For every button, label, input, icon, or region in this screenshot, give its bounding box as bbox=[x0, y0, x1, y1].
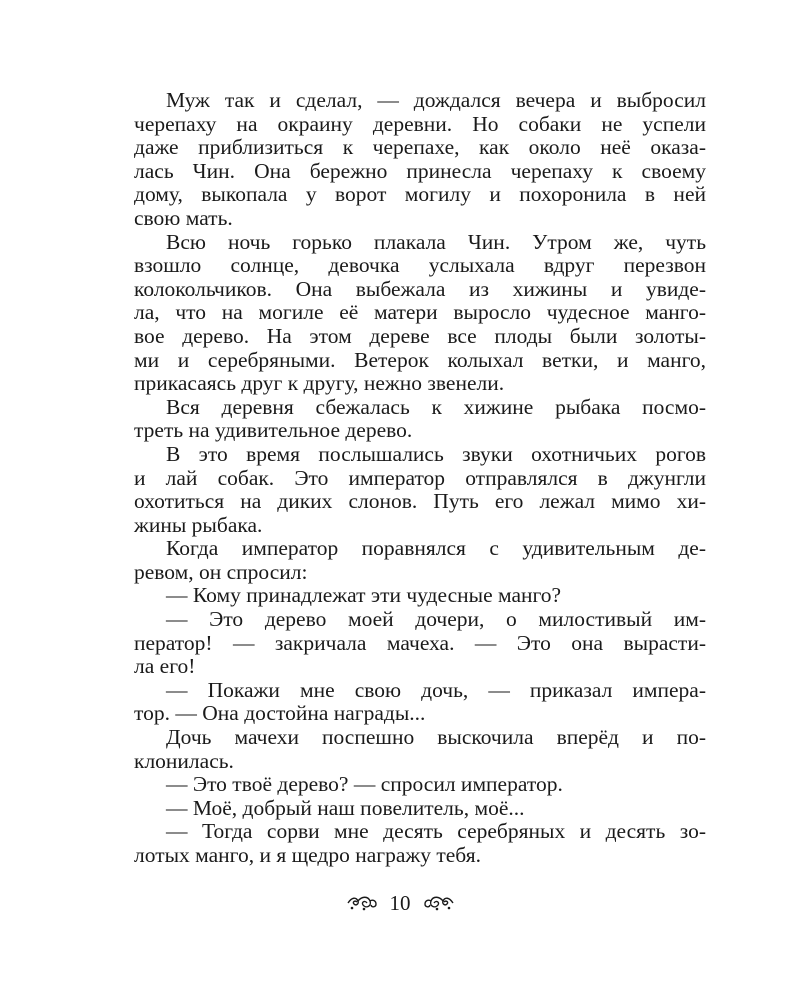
text-line: — Кому принадлежат эти чудесные манго? bbox=[166, 583, 562, 608]
floral-ornament-icon bbox=[423, 893, 455, 913]
text-line: — Покажи мне свою дочь, — приказал импера- bbox=[166, 677, 706, 702]
page-number: 10 bbox=[389, 891, 411, 915]
text-line: ла, что на могиле её матери выросло чудесное манго- bbox=[134, 300, 706, 325]
text-line: Муж так и сделал, — дождался вечера и выбросил bbox=[166, 88, 706, 112]
text-line: — Это дерево моей дочери, о милостивый им- bbox=[166, 607, 706, 632]
page-footer bbox=[0, 888, 800, 918]
text-line: лотых манго, и я щедро награжу тебя. bbox=[134, 843, 481, 867]
text-line: жины рыбака. bbox=[134, 512, 263, 537]
text-line: колокольчиков. Она выбежала из хижины и увиде- bbox=[134, 276, 706, 301]
text-line: клонилась. bbox=[134, 748, 234, 773]
text-line: Дочь мачехи поспешно выскочила вперёд и по- bbox=[166, 725, 706, 750]
text-line: Когда император поравнялся с удивительным де- bbox=[166, 536, 706, 561]
text-line: свою мать. bbox=[134, 205, 233, 230]
text-line: ми и серебряными. Ветерок колыхал ветки, и манго, bbox=[134, 347, 706, 372]
body-text bbox=[134, 89, 706, 868]
text-line: лась Чин. Она бережно принесла черепаху к своему bbox=[134, 158, 706, 183]
text-line: вое дерево. На этом дереве все плоды были золоты- bbox=[134, 323, 706, 348]
text-line: и лай собак. Это император отправлялся в джунгли bbox=[134, 465, 706, 490]
text-line: треть на удивительное дерево. bbox=[134, 418, 413, 443]
text-line: черепаху на окраину деревни. Но собаки не успели bbox=[134, 111, 706, 136]
text-line: охотиться на диких слонов. Путь его лежал мимо хи- bbox=[134, 489, 706, 514]
text-line: даже приблизиться к черепахе, как около неё оказа- bbox=[134, 135, 706, 160]
floral-ornament-icon bbox=[346, 893, 378, 913]
text-line: дому, выкопала у ворот могилу и похоронила в ней bbox=[134, 182, 706, 207]
text-line: — Тогда сорви мне десять серебряных и десять зо- bbox=[166, 819, 706, 844]
text-line: Вся деревня сбежалась к хижине рыбака посмо- bbox=[166, 394, 706, 419]
text-line: прикасаясь друг к другу, нежно звенели. bbox=[134, 371, 505, 396]
text-line: ператор! — закричала мачеха. — Это она вырасти- bbox=[134, 630, 706, 655]
text-line: взошло солнце, девочка услыхала вдруг перезвон bbox=[134, 253, 706, 278]
text-line: тор. — Она достойна награды... bbox=[134, 701, 426, 726]
text-line: В это время послышались звуки охотничьих рогов bbox=[166, 441, 706, 466]
text-line: — Это твоё дерево? — спросил император. bbox=[166, 772, 563, 797]
text-line: ла его! bbox=[134, 654, 196, 679]
text-line: Всю ночь горько плакала Чин. Утром же, чуть bbox=[166, 229, 706, 254]
text-line: ревом, он спросил: bbox=[134, 559, 308, 584]
text-line: — Моё, добрый наш повелитель, моё... bbox=[166, 795, 525, 820]
